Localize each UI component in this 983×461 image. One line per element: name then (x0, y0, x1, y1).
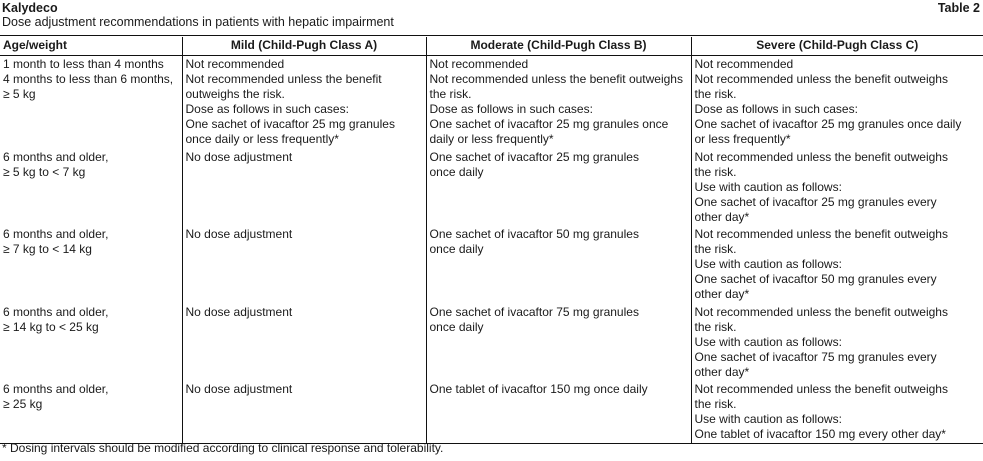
severe-cell (691, 381, 983, 444)
cell-text-line: Not recommended unless the benefit outweighs (429, 72, 683, 87)
header-row (0, 37, 983, 56)
moderate-cell (426, 381, 691, 444)
cell-text-line: once daily (429, 242, 484, 257)
table-header (0, 37, 983, 56)
cell-text-line: One sachet of ivacaftor 50 mg granules (429, 227, 639, 242)
header-age-weight: Age/weight (0, 37, 182, 56)
mild-cell (182, 304, 426, 381)
moderate-cell (426, 149, 691, 226)
table-row (0, 381, 983, 444)
cell-text-line: the risk. (694, 242, 737, 257)
age-weight-cell (0, 149, 182, 226)
cell-text-line: ≥ 5 kg to < 7 kg (3, 164, 86, 179)
cell-text-line: outweighs the risk. (185, 87, 285, 102)
cell-text-line: 6 months and older, (3, 227, 109, 242)
cell-text-line: No dose adjustment (185, 304, 293, 319)
cell-text-line: One tablet of ivacaftor 150 mg once daily (429, 381, 648, 396)
cell-text-line: ≥ 25 kg (3, 397, 43, 412)
table-row (0, 56, 983, 149)
cell-text-line: Not recommended (694, 57, 794, 71)
cell-text-line: Not recommended unless the benefit (185, 72, 382, 87)
footnote: * Dosing intervals should be modified according to clinical response and tolerability. (2, 441, 444, 455)
age-weight-cell (0, 226, 182, 303)
cell-text-line: once daily (429, 319, 484, 334)
cell-text-line: One sachet of ivacaftor 25 mg granules once daily (694, 117, 962, 132)
dose-adjustment-table (0, 37, 983, 444)
table-row (0, 304, 983, 381)
cell-text-line: One sachet of ivacaftor 25 mg granules (185, 117, 395, 132)
cell-text-line: Use with caution as follows: (694, 412, 842, 427)
table-caption: Dose adjustment recommendations in patients with hepatic impairment (2, 15, 394, 29)
moderate-cell (426, 304, 691, 381)
cell-text-line: Not recommended unless the benefit outweighs (694, 227, 948, 242)
cell-text-line: No dose adjustment (185, 227, 293, 242)
mild-cell (182, 226, 426, 303)
cell-text-line: 1 month to less than 4 months (3, 57, 164, 71)
cell-text-line: 6 months and older, (3, 149, 109, 164)
table-row (0, 226, 983, 303)
cell-text-line: Not recommended unless the benefit outweighs (694, 72, 948, 87)
cell-text-line: One sachet of ivacaftor 25 mg granules (429, 149, 639, 164)
cell-text-line: the risk. (694, 397, 737, 412)
severe-cell (691, 149, 983, 226)
age-weight-cell (0, 381, 182, 444)
cell-text-line: No dose adjustment (185, 381, 293, 396)
table-number: Table 2 (937, 1, 980, 15)
cell-text-line: the risk. (694, 87, 737, 102)
cell-text-line: Not recommended unless the benefit outweighs (694, 304, 948, 319)
moderate-cell (426, 226, 691, 303)
cell-text-line: Dose as follows in such cases: (694, 102, 858, 117)
cell-text-line: Dose as follows in such cases: (429, 102, 593, 117)
cell-text-line: the risk. (694, 319, 737, 334)
cell-text-line: Not recommended unless the benefit outweighs (694, 149, 948, 164)
cell-text-line: ≥ 5 kg (3, 87, 36, 102)
severe-cell (691, 56, 983, 149)
cell-text-line: 6 months and older, (3, 381, 109, 396)
cell-text-line: Not recommended (185, 57, 285, 71)
cell-text-line: ≥ 14 kg to < 25 kg (3, 319, 99, 334)
cell-text-line: daily or less frequently* (429, 132, 554, 147)
header-moderate: Moderate (Child-Pugh Class B) (426, 37, 691, 56)
mild-cell (182, 149, 426, 226)
cell-text-line: other day* (694, 287, 750, 302)
cell-text-line: ≥ 7 kg to < 14 kg (3, 242, 92, 257)
cell-text-line: Use with caution as follows: (694, 179, 842, 194)
cell-text-line: One sachet of ivacaftor 25 mg granules every (694, 194, 937, 209)
cell-text-line: the risk. (429, 87, 472, 102)
cell-text-line: Dose as follows in such cases: (185, 102, 349, 117)
cell-text-line: One tablet of ivacaftor 150 mg every other day* (694, 427, 946, 442)
cell-text-line: One sachet of ivacaftor 75 mg granules (429, 304, 639, 319)
table-row (0, 149, 983, 226)
cell-text-line: other day* (694, 209, 750, 224)
cell-text-line: 6 months and older, (3, 304, 109, 319)
table-body (0, 56, 983, 444)
severe-cell (691, 226, 983, 303)
cell-text-line: One sachet of ivacaftor 25 mg granules once (429, 117, 669, 132)
cell-text-line: once daily or less frequently* (185, 132, 339, 147)
mild-cell (182, 381, 426, 444)
cell-text-line: One sachet of ivacaftor 50 mg granules every (694, 272, 937, 287)
top-rule (0, 35, 983, 36)
cell-text-line: Not recommended (429, 57, 529, 71)
severe-cell (691, 304, 983, 381)
age-weight-cell (0, 304, 182, 381)
cell-text-line: once daily (429, 164, 484, 179)
cell-text-line: Use with caution as follows: (694, 334, 842, 349)
cell-text-line: No dose adjustment (185, 149, 293, 164)
age-weight-cell (0, 56, 182, 149)
cell-text-line: One sachet of ivacaftor 75 mg granules every (694, 349, 937, 364)
header-severe: Severe (Child-Pugh Class C) (691, 37, 983, 56)
document-title: Kalydeco (2, 1, 58, 15)
cell-text-line: 4 months to less than 6 months, (3, 72, 174, 87)
cell-text-line: Not recommended unless the benefit outweighs (694, 381, 948, 396)
header-mild: Mild (Child-Pugh Class A) (182, 37, 426, 56)
cell-text-line: or less frequently* (694, 132, 791, 147)
moderate-cell (426, 56, 691, 149)
cell-text-line: the risk. (694, 164, 737, 179)
cell-text-line: Use with caution as follows: (694, 257, 842, 272)
cell-text-line: other day* (694, 364, 750, 379)
mild-cell (182, 56, 426, 149)
